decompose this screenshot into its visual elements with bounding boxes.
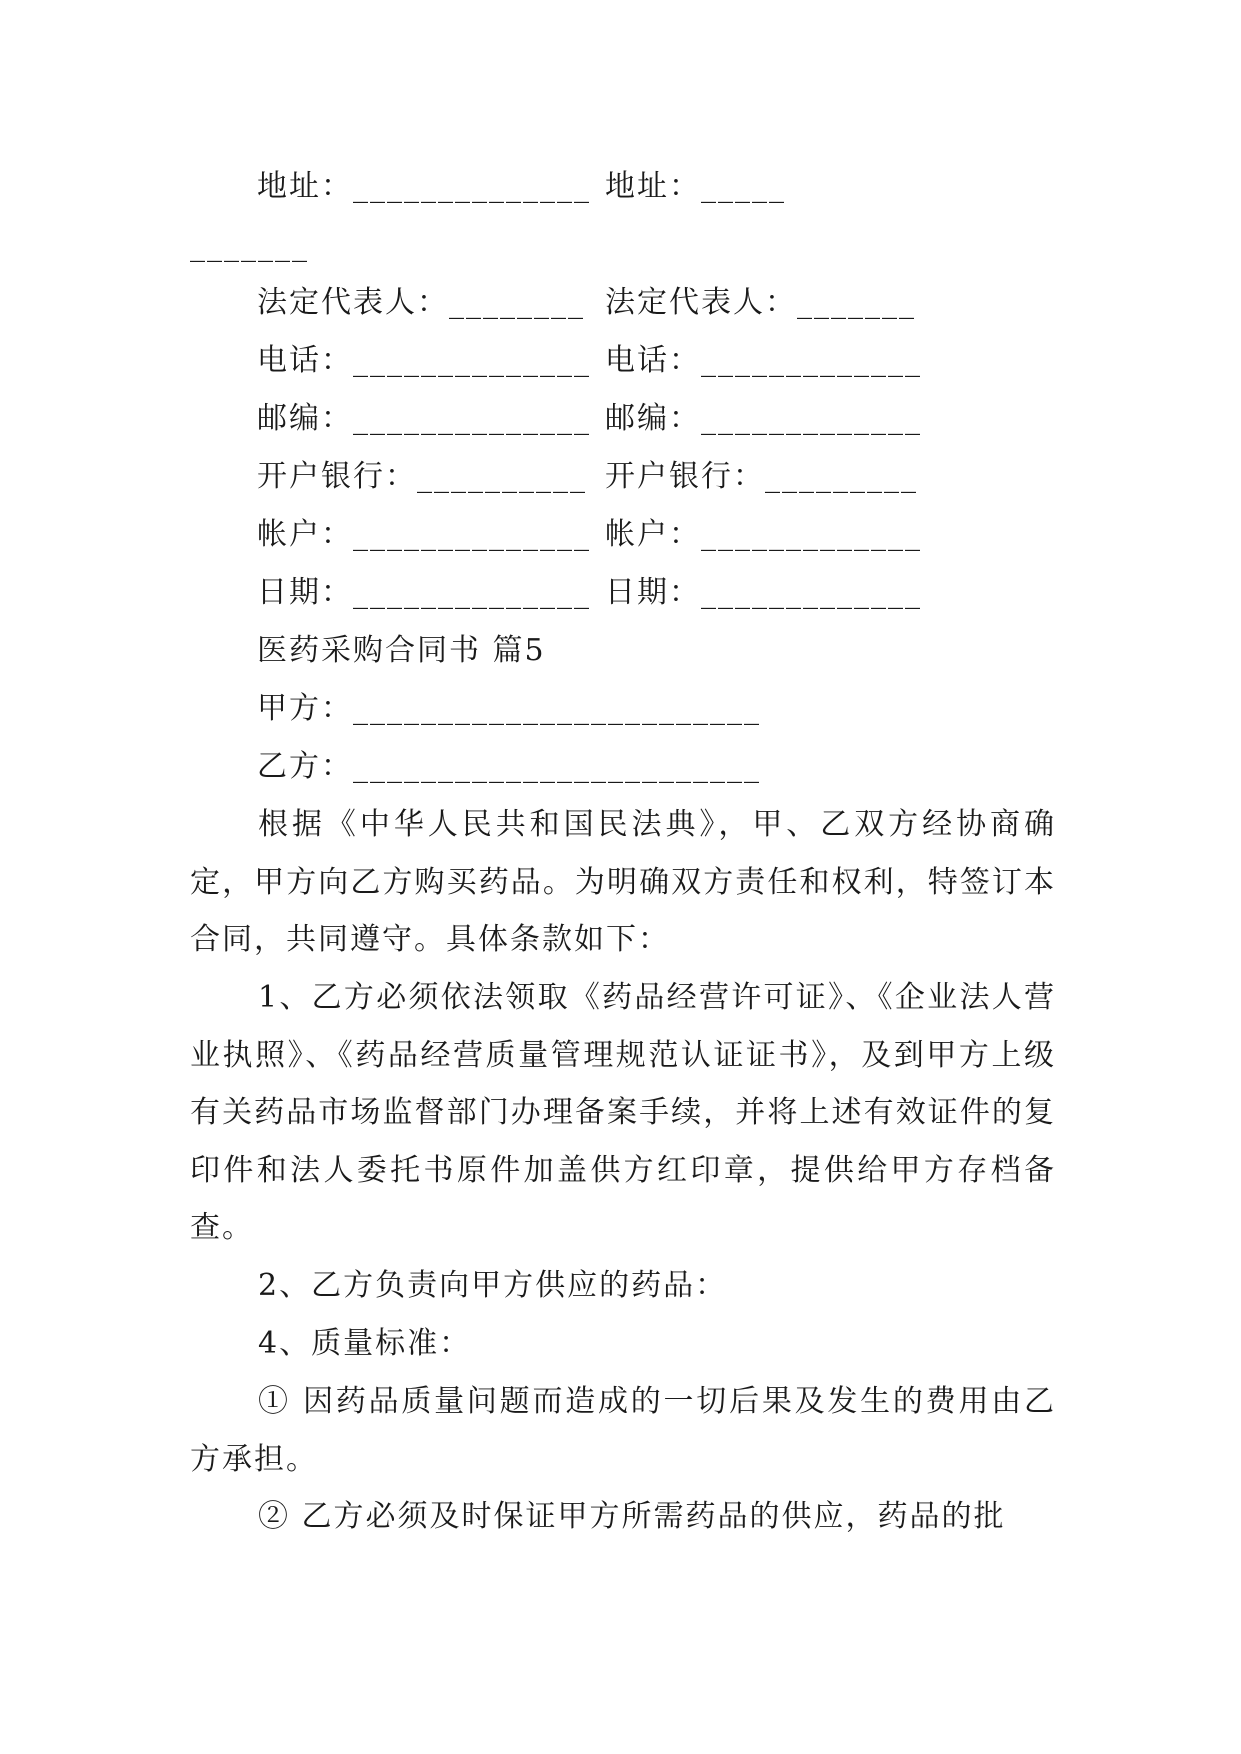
- legal-rep-right: 法定代表人：_______: [605, 285, 916, 320]
- address-left: 地址：______________: [257, 169, 591, 204]
- phone-right: 电话：_____________: [605, 343, 922, 378]
- legal-rep-left: 法定代表人：________: [257, 285, 585, 320]
- bank-right: 开户银行：_________: [605, 459, 918, 494]
- bank-left: 开户银行：__________: [257, 459, 587, 494]
- account-right: 帐户：_____________: [605, 517, 922, 552]
- item-2-paragraph: ② 乙方必须及时保证甲方所需药品的供应，药品的批: [258, 1499, 1006, 1534]
- clause-2-paragraph: 2、乙方负责向甲方供应的药品：: [258, 1268, 728, 1303]
- address-right: 地址：_____: [605, 169, 786, 204]
- postcode-left: 邮编：______________: [257, 401, 591, 436]
- phone-left: 电话：______________: [257, 343, 591, 378]
- party-b-line: 乙方：________________________: [257, 749, 761, 784]
- clause-1-paragraph: 1、乙方必须依法领取《药品经营许可证》、《企业法人营业执照》、《药品经营质量管理规范认证证书》，及到甲方上级有关药品市场监督部门办理备案手续，并将上述有效证件的复印件和法人委托书原件加盖供方红印章，提供给甲方存档备查。: [190, 980, 1056, 1246]
- account-left: 帐户：______________: [257, 517, 591, 552]
- party-a-line: 甲方：________________________: [257, 691, 761, 726]
- postcode-right: 邮编：_____________: [605, 401, 922, 436]
- clause-4-paragraph: 4、质量标准：: [258, 1326, 472, 1361]
- date-right: 日期：_____________: [605, 575, 922, 610]
- date-left: 日期：______________: [257, 575, 591, 610]
- item-1-paragraph: ① 因药品质量问题而造成的一切后果及发生的费用由乙方承担。: [190, 1384, 1056, 1477]
- preamble-paragraph: 根据《中华人民共和国民法典》，甲、乙双方经协商确定，甲方向乙方购买药品。为明确双方责任和权利，特签订本合同，共同遵守。具体条款如下：: [190, 807, 1056, 958]
- section-title: 医药采购合同书 篇5: [257, 633, 546, 668]
- address-overflow: _______: [190, 228, 309, 263]
